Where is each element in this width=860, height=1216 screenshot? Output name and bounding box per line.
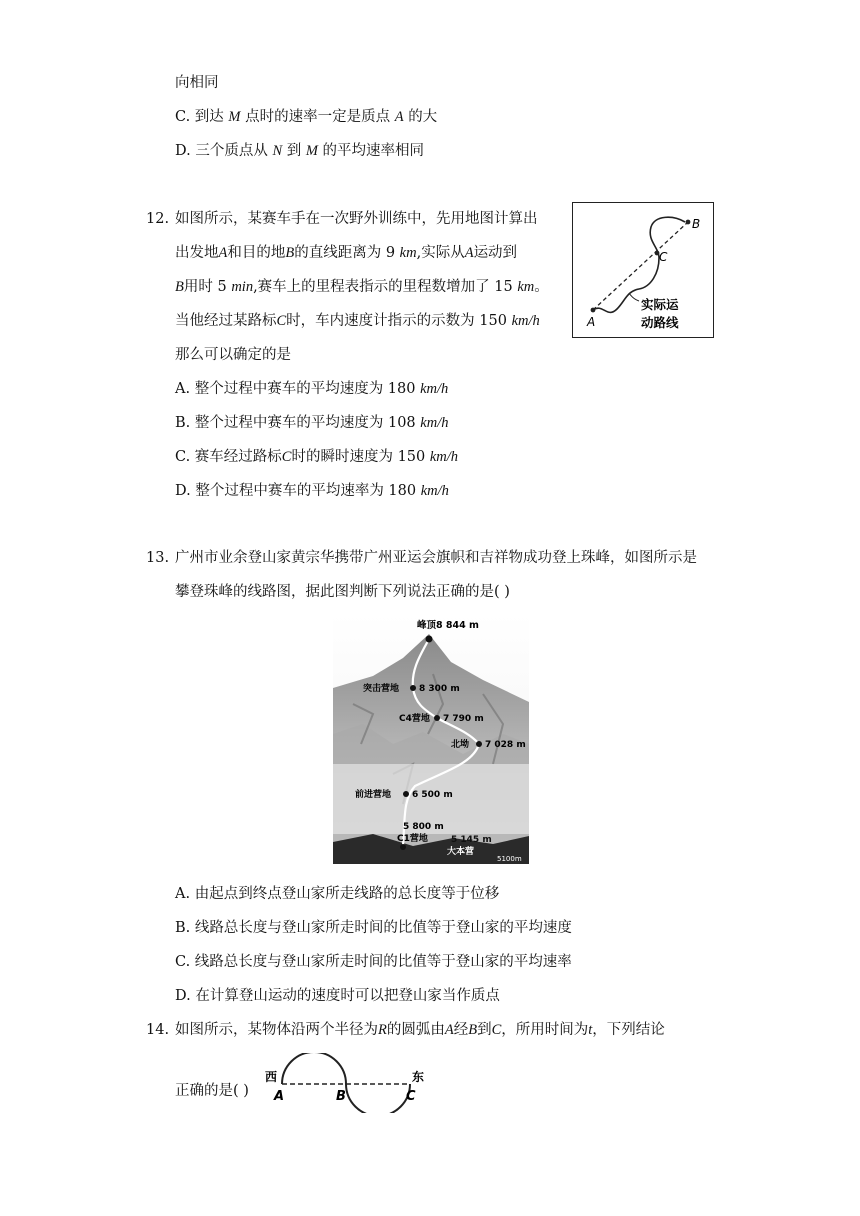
lower-arc [346,1084,410,1113]
text: 和目的地 [227,245,286,261]
prev-question-continuation: 向相同 [175,75,219,91]
point-a [591,308,596,313]
option-letter: C. [175,109,191,125]
label-c: C [659,250,668,264]
q12-line4 [175,311,540,331]
text: 的圆弧由 [386,1022,445,1038]
text: ,实际从 [416,245,465,261]
text: 时，车内速度计指示的示数为 150 [286,313,512,329]
option-letter: B. [175,920,191,936]
unit: km [517,279,535,295]
q12-line2 [175,243,517,263]
west-label: 西 [265,1070,278,1084]
q13-option-c[interactable] [175,952,572,972]
q12-route-figure [572,202,714,338]
option-text: 三个质点从 [195,143,268,159]
option-text: 整个过程中赛车的平均速率为 180 [195,483,421,499]
var: A [394,109,404,125]
q12-line5: 那么可以确定的是 [175,347,291,363]
text: 出发地 [175,245,219,261]
var: A [444,1022,454,1038]
text: 用时 5 [183,279,232,295]
unit: km/h [420,483,449,499]
unit: km/h [429,449,459,465]
option-letter: C. [175,954,191,970]
option-text: 线路总长度与登山家所走时间的比值等于登山家的平均速度 [194,920,572,936]
var: B [285,245,295,261]
north-col-alt: 7 028 m [485,740,526,750]
caption-pointer [629,293,639,301]
caption-line1: 实际运 [641,297,679,312]
option-letter: A. [175,381,191,397]
option-text: 到 [286,143,302,159]
question-number-12: 12. [146,211,170,227]
var: C [281,449,292,465]
var: C [491,1022,502,1038]
base-camp-alt: 5 145 m [451,835,492,845]
everest-diagram [333,614,529,864]
c1-camp-marker [400,844,406,850]
north-col-marker [476,741,482,747]
label-a: A [274,1089,285,1104]
label-c: C [406,1089,416,1104]
assault-camp-label: 突击营地 [363,684,400,694]
text: 到 [477,1022,492,1038]
text: 经 [453,1022,469,1038]
var: B [468,1022,478,1038]
text: 的直线距离为 9 [294,245,400,261]
q13-everest-route-figure [333,614,529,864]
option-text: 线路总长度与登山家所走时间的比值等于登山家的平均速率 [194,954,572,970]
option-letter: D. [175,988,191,1004]
option-letter: D. [175,483,191,499]
q14-line1 [175,1020,665,1040]
option-letter: D. [175,143,191,159]
point-b [686,220,691,225]
unit: min [231,279,254,295]
route-diagram [573,203,713,337]
text: ，下列结论 [592,1022,665,1038]
var: A [218,245,228,261]
var: B [175,279,184,295]
prev-option-d[interactable] [175,141,424,161]
unit: km/h [420,381,449,397]
advance-camp-marker [403,791,409,797]
q12-line1: 如图所示，某赛车手在一次野外训练中，先用地图计算出 [175,211,538,227]
question-number-13: 13. [146,550,170,566]
option-text: 在计算登山运动的速度时可以把登山家当作质点 [195,988,500,1004]
option-letter: C. [175,449,191,465]
unit: km [399,245,417,261]
unit: km/h [511,313,540,329]
text: 如图所示，某物体沿两个半径为 [175,1022,378,1038]
peak-marker [426,636,433,643]
caption-line2: 动路线 [641,315,679,330]
q12-option-c[interactable] [175,447,458,467]
option-text: 整个过程中赛车的平均速度为 180 [194,381,421,397]
advance-camp-alt: 6 500 m [412,790,453,800]
c4-camp-label: C4营地 [399,714,430,724]
q13-option-b[interactable] [175,918,572,938]
option-text: 由起点到终点登山家所走线路的总长度等于位移 [194,886,500,902]
q14-arc-figure [262,1053,442,1113]
prev-option-c[interactable] [175,107,437,127]
c1-camp-alt: 5 800 m [403,822,444,832]
var: t [588,1022,593,1038]
assault-camp-marker [410,685,416,691]
var: C [276,313,287,329]
c1-camp-label: C1营地 [397,834,428,844]
option-text: 点时的速率一定是质点 [245,109,391,125]
advance-camp-label: 前进营地 [355,790,392,800]
arc-diagram [262,1053,442,1113]
q12-option-b[interactable] [175,413,448,433]
q13-option-d[interactable] [175,986,500,1006]
label-a: A [587,315,596,329]
option-text: 时的瞬时速度为 150 [291,449,430,465]
east-label: 东 [412,1070,425,1084]
option-letter: B. [175,415,191,431]
label-b: B [336,1089,346,1104]
var: R [378,1022,387,1038]
option-text: 赛车经过路标 [194,449,282,465]
option-text: 的平均速率相同 [322,143,425,159]
corner-altitude: 5100m [497,855,522,863]
option-text: 到达 [194,109,224,125]
var: M [305,143,318,159]
q13-line2: 攀登珠峰的线路图，据此图判断下列说法正确的是( ) [175,584,510,600]
text: 当他经过某路标 [175,313,277,329]
assault-camp-alt: 8 300 m [419,684,460,694]
q12-option-d[interactable] [175,481,449,501]
option-letter: A. [175,886,191,902]
unit: km/h [420,415,449,431]
c4-camp-alt: 7 790 m [443,714,484,724]
q12-line3 [175,277,549,297]
text: 。 [534,279,549,295]
c4-camp-marker [434,715,440,721]
q12-option-a[interactable] [175,379,448,399]
var: N [272,143,283,159]
q13-option-a[interactable] [175,884,499,904]
upper-arc [282,1053,346,1084]
base-camp-label: 大本营 [447,847,475,857]
text: ,赛车上的里程表指示的里程数增加了 15 [253,279,518,295]
peak-label: 峰顶8 844 m [417,620,479,631]
var: A [464,245,474,261]
var: M [228,109,241,125]
q14-line2: 正确的是( ) [175,1083,249,1099]
q13-line1: 广州市业余登山家黄宗华携带广州亚运会旗帜和吉祥物成功登上珠峰，如图所示是 [175,550,697,566]
option-text: 整个过程中赛车的平均速度为 108 [194,415,421,431]
label-b: B [692,217,701,231]
north-col-label: 北坳 [451,740,470,750]
text: ，所用时间为 [501,1022,589,1038]
text: 运动到 [473,245,518,261]
option-text: 的大 [408,109,438,125]
question-number-14: 14. [146,1022,170,1038]
